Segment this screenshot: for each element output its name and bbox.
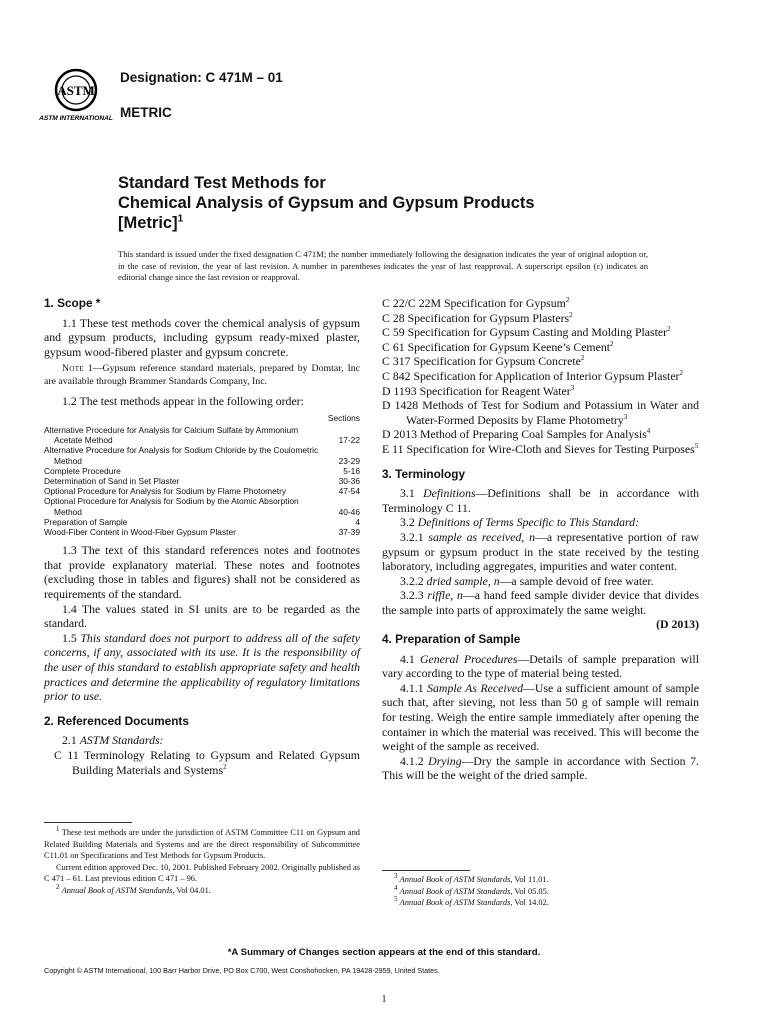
para-3-2-3: 3.2.3 riffle, n—a hand feed sample divider device that divides the sample into parts of approximately the same weight. (D 2013) — [382, 588, 699, 632]
para-1-2: 1.2 The test methods appear in the following order: — [62, 394, 304, 409]
section-3-heading: 3. Terminology — [382, 466, 466, 481]
para-3-1: 3.1 Definitions—Definitions shall be in accordance with Terminology C 11. — [382, 486, 699, 515]
reference-item: D 1428 Methods of Test for Sodium and Potassium in Water and Water-Formed Deposits by Flame Photometry$^3$ — [382, 398, 699, 427]
right-column — [382, 296, 699, 783]
section-title: Wood-Fiber Content in Wood-Fiber Gypsum Plaster — [44, 527, 236, 538]
section-row — [44, 476, 360, 486]
sections-header: Sections — [327, 412, 360, 423]
section-number: 23-29 — [338, 455, 360, 466]
note-1 — [44, 363, 360, 388]
section-number: 4 — [355, 516, 360, 527]
title-footnote-ref: 1 — [177, 213, 184, 225]
section-number: 5-16 — [343, 465, 360, 476]
section-2-heading: 2. Referenced Documents — [44, 713, 189, 728]
para-1-3: 1.3 The text of this standard references notes and footnotes that provide explanatory material. These notes and footnotes (excluding those in tables and figures) shall not be considered as requirements of the standard. — [44, 543, 360, 601]
section-row — [44, 425, 360, 445]
section-row — [44, 496, 360, 516]
section-row — [44, 527, 360, 537]
section-number: 40-46 — [338, 506, 360, 517]
referenced-standards-list — [382, 296, 699, 457]
section-number: 17-22 — [338, 435, 360, 446]
section-title: Alternative Procedure for Analysis for Sodium Chloride by the Coulometric Method — [44, 445, 319, 466]
footnotes-left — [44, 827, 360, 896]
section-title: Alternative Procedure for Analysis for Calcium Sulfate by Ammonium Acetate Method — [44, 424, 299, 446]
safety-statement: This standard does not purport to address all of the safety concerns, if any, associated with its use. It is the responsibility of the user of this standard to establish appropriate safety and health practices and determine the applicability of regulatory limitations prior to use. — [44, 630, 360, 704]
reference-item: C 842 Specification for Application of Interior Gypsum Plaster$^2$ — [382, 368, 683, 383]
page-number: 1 — [381, 994, 387, 1005]
section-title: Optional Procedure for Analysis for Sodium by the Atomic Absorption Method — [44, 496, 299, 517]
title-line-2: Chemical Analysis of Gypsum and Gypsum Products — [118, 194, 535, 212]
note-text: 1—Gypsum reference standard materials, prepared by Domtar, Inc are available through Brammer Standards Company, Inc. — [44, 363, 360, 387]
para-1-5: 1.5 This standard does not purport to address all of the safety concerns, if any, associated with its use. It is the responsibility of the user of this standard to establish appropriate safety and health practices and determine the applicability of regulatory limitations prior to use. — [44, 630, 360, 704]
title-line-1: Standard Test Methods for — [118, 174, 326, 192]
footnote-rule-left — [44, 822, 132, 823]
section-1-heading: 1. Scope * — [44, 296, 101, 310]
summary-note: *A Summary of Changes section appears at the end of this standard. — [227, 947, 541, 958]
copyright: Copyright © ASTM International, 100 Barr Harbor Drive, PO Box C700, West Conshohocken, PA 19428-2959, United States. — [44, 966, 440, 975]
section-title: Preparation of Sample — [44, 516, 128, 527]
para-4-1-1: 4.1.1 Sample As Received—Use a sufficient amount of sample such that, after sieving, not less than 50 g of sample will remain for testing. Weigh the entire sample immediately after opening the container in which the material was received. This will become the weight of the sample as received. — [382, 680, 699, 754]
para-4-1: 4.1 General Procedures—Details of sample preparation will vary according to the type of material being tested. — [382, 651, 699, 681]
reference-item: C 317 Specification for Gypsum Concrete$^2$ — [382, 354, 585, 369]
footnote-1-edition: Current edition approved Dec. 10, 2001. Published February 2002. Originally published as C 471 – 61. Last previous edition C 471 – 96. — [44, 862, 361, 883]
footnote-5: $^5$ Annual Book of ASTM Standards, Vol 14.02. — [394, 895, 549, 907]
section-number: 47-54 — [338, 486, 360, 497]
astm-logo — [39, 64, 113, 126]
reference-item: C 61 Specification for Gypsum Keene’s Cement$^2$ — [382, 339, 614, 354]
section-number: 30-36 — [338, 476, 360, 486]
logo-text: ASTM INTERNATIONAL — [39, 115, 113, 122]
footnotes-right — [382, 874, 699, 909]
section-title: Optional Procedure for Analysis for Sodium by Flame Photometry — [44, 486, 287, 497]
section-row — [44, 517, 360, 527]
section-row — [44, 445, 360, 465]
issue-note: This standard is issued under the fixed designation C 471M; the number immediately following the designation indicates the year of original adoption or, in the case of revision, the year of last revision. A number in parentheses indicates the year of last reapproval. A superscript epsilon (ε) indicates an editorial change since the last revision or reapproval. — [118, 249, 648, 283]
designation: Designation: C 471M – 01 — [120, 70, 283, 85]
para-2-1: 2.1 ASTM Standards: — [62, 733, 164, 748]
reference-item: C 28 Specification for Gypsum Plasters$^2$ — [382, 310, 573, 325]
section-4-heading: 4. Preparation of Sample — [382, 632, 521, 647]
footnote-4: $^4$ Annual Book of ASTM Standards, Vol 05.05. — [394, 883, 549, 896]
para-3-2: 3.2 Definitions of Terms Specific to This Standard: — [400, 515, 640, 530]
section-title: Determination of Sand in Set Plaster — [44, 476, 180, 486]
riffle-reference: (D 2013) — [656, 617, 699, 632]
para-3-2-1: 3.2.1 sample as received, n—a representative portion of raw gypsum or gypsum product in the state received by the testing laboratory, including aggregates, impurities and water content. — [382, 529, 699, 574]
svg-text:ASTM: ASTM — [57, 83, 95, 98]
para-1-1: 1.1 These test methods cover the chemical analysis of gypsum and gypsum products, including gypsum ready-mixed plaster, gypsum wood-fibered plaster and gypsum concrete. — [44, 315, 360, 359]
section-number: 37-39 — [338, 527, 360, 538]
reference-item: D 2013 Method of Preparing Coal Samples for Analysis$^4$ — [382, 427, 651, 442]
document-title — [118, 173, 658, 233]
reference-item: C 22/C 22M Specification for Gypsum$^2$ — [382, 296, 570, 310]
section-row — [44, 486, 360, 496]
footnote-rule-right — [382, 870, 470, 871]
ref-c11: C 11 Terminology Relating to Gypsum and Related Gypsum Building Materials and Systems$^2$ — [54, 747, 360, 777]
left-column — [44, 296, 360, 777]
footnote-2: $^2$ Annual Book of ASTM Standards, Vol 04.01. — [56, 882, 211, 895]
note-label: Note — [62, 363, 84, 375]
para-3-2-2: 3.2.2 dried sample, n—a sample devoid of free water. — [400, 573, 654, 588]
para-4-1-2: 4.1.2 Drying—Dry the sample in accordance with Section 7. This will be the weight of the dried sample. — [382, 753, 699, 783]
section-title: Complete Procedure — [44, 465, 121, 476]
reference-item: D 1193 Specification for Reagent Water$^3$ — [382, 383, 575, 398]
section-row — [44, 466, 360, 476]
metric-label: METRIC — [120, 105, 172, 120]
footnote-3: $^3$ Annual Book of ASTM Standards, Vol 11.01. — [394, 872, 549, 884]
reference-item: C 59 Specification for Gypsum Casting and Molding Plaster$^2$ — [382, 325, 671, 340]
para-1-4: 1.4 The values stated in SI units are to be regarded as the standard. — [44, 601, 360, 631]
sections-table — [44, 413, 360, 537]
reference-item: E 11 Specification for Wire-Cloth and Sieves for Testing Purposes$^5$ — [382, 441, 699, 456]
title-line-3: [Metric] — [118, 214, 178, 232]
footnote-1: $^1$ These test methods are under the jurisdiction of ASTM Committee C11 on Gypsum and Related Building Materials and Systems and are the direct responsibility of Subcommittee C11.01 on Specifications and Test Methods for Gypsum Products. — [44, 825, 360, 860]
